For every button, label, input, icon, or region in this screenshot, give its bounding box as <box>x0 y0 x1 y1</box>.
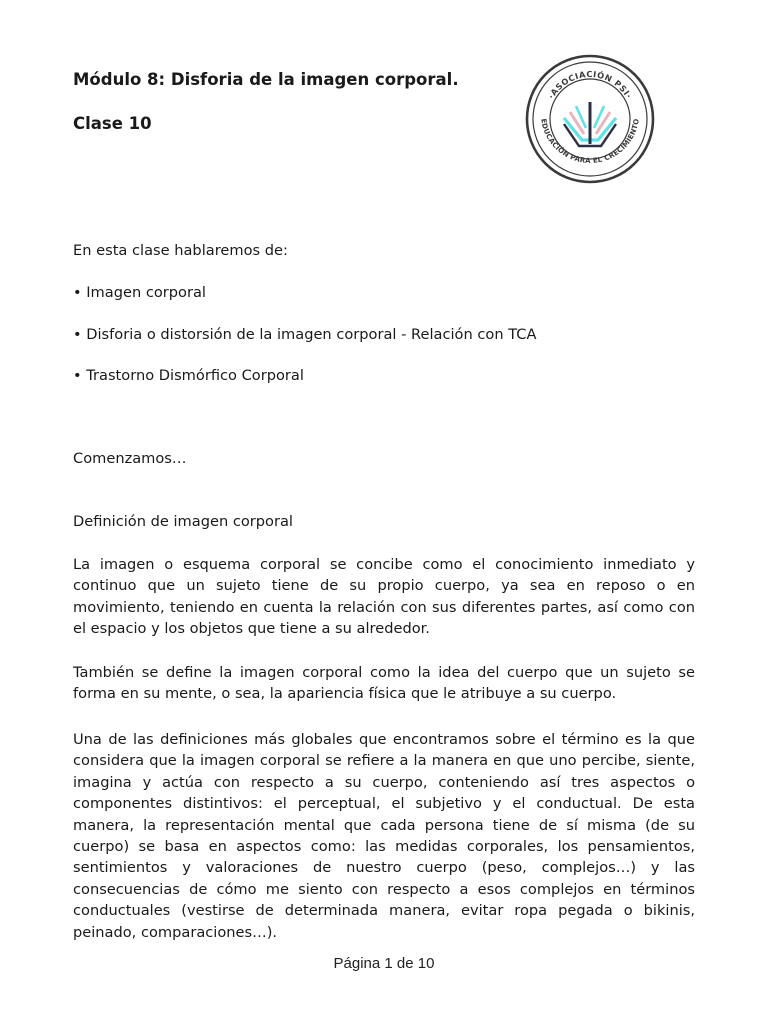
svg-text:·ASOCIACIÓN PSI·: ·ASOCIACIÓN PSI· <box>545 68 635 101</box>
paragraph: También se define la imagen corporal como la idea del cuerpo que un sujeto se forma en su mente, o sea, la apariencia física que le atribuye a su cuerpo. <box>73 664 695 703</box>
paragraph: Una de las definiciones más globales que encontramos sobre el término es la que considera que la imagen corporal se refiere a la manera en que uno percibe, siente, imagina y actúa con respecto a su cuerpo, conteniendo así tres aspectos o componentes distintivos: el perceptual, el subjetivo y el conductual. De esta manera, la representación mental que cada persona tiene de sí misma (de su cuerpo) se basa en aspectos como: las medidas corporales, los pensamientos, sentimientos y valoraciones de nuestro cuerpo (peso, complejos…) y las consecuencias de cómo me siento con respecto a esos complejos en términos conductuales (vestirse de determinada manera, evitar ropa pegada o bikinis, peinado, comparaciones…). <box>73 731 695 941</box>
definition-heading: Definición de imagen corporal <box>73 513 293 530</box>
psi-book-icon <box>564 102 616 146</box>
comenzamos-text: Comenzamos… <box>73 450 187 467</box>
bullet-item: • Trastorno Dismórfico Corporal <box>73 367 304 384</box>
paragraph: La imagen o esquema corporal se concibe como el conocimiento inmediato y continuo que un sujeto tiene de su propio cuerpo, ya sea en reposo o en movimiento, teniendo en cuenta la relación con sus diferentes partes, así como con el espacio y los objetos que tiene a su alrededor. <box>73 556 695 638</box>
bullet-item: • Disforia o distorsión de la imagen corporal - Relación con TCA <box>73 326 537 343</box>
svg-text:EDUCACIÓN PARA EL CRECIMIENTO: EDUCACIÓN PARA EL CRECIMIENTO <box>539 118 641 166</box>
asociacion-psi-logo <box>524 48 656 190</box>
class-number: Clase 10 <box>73 114 152 133</box>
intro-text: En esta clase hablaremos de: <box>73 242 288 259</box>
module-title: Módulo 8: Disforia de la imagen corporal. <box>73 70 459 89</box>
bullet-item: • Imagen corporal <box>73 284 206 301</box>
page-number: Página 1 de 10 <box>333 955 435 972</box>
